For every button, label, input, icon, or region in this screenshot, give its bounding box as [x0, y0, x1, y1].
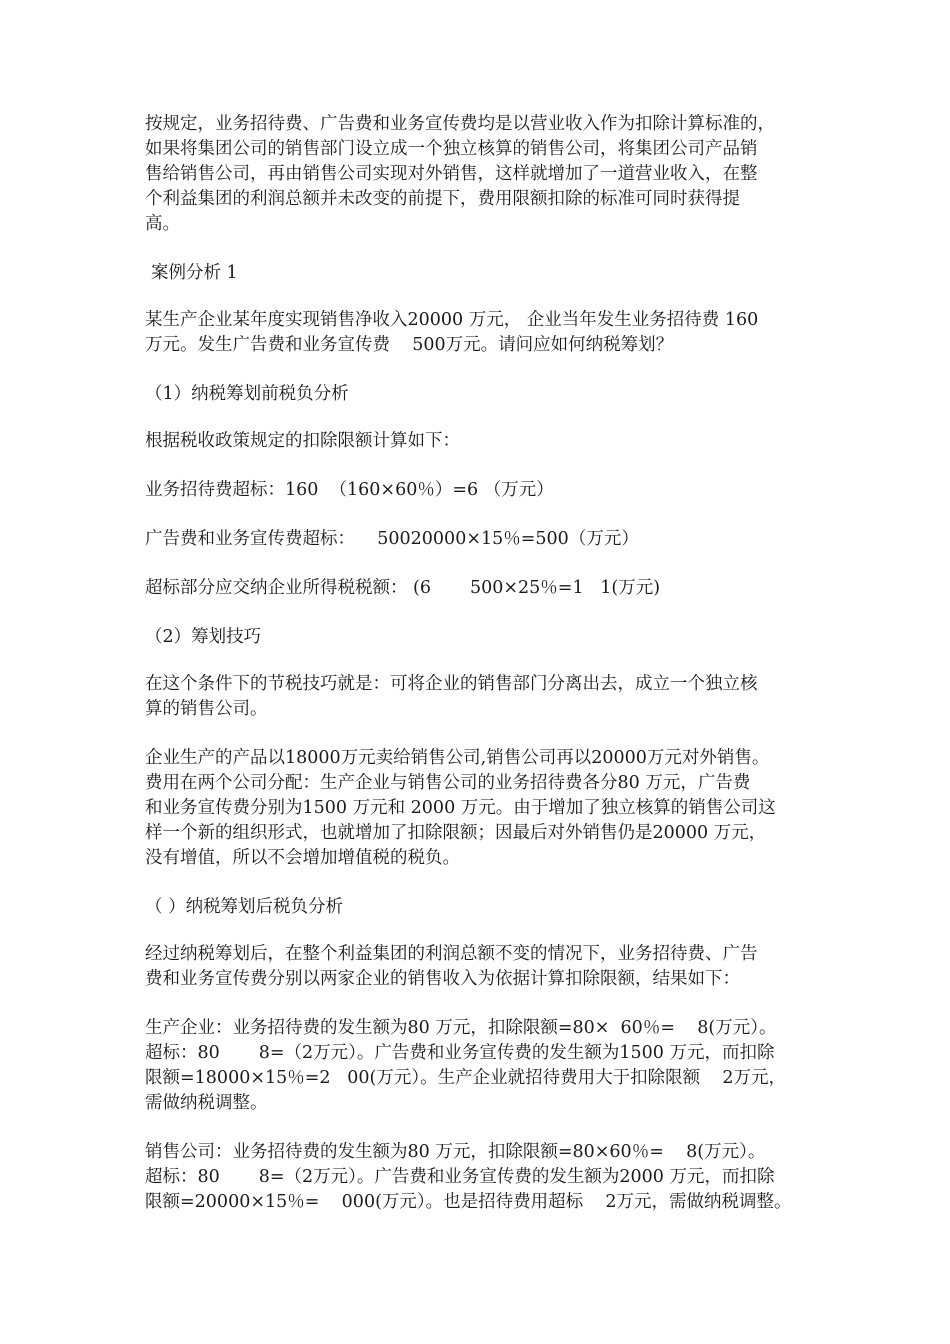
case-description: [145, 308, 810, 358]
text-line: 某生产企业某年度实现销售净收入20000 万元， 企业当年发生业务招待费 160: [145, 310, 759, 330]
text-line: 销售公司：业务招待费的发生额为80 万元，扣除限额=80×60％= 8(万元）。: [145, 1142, 766, 1162]
text-line: 按规定，业务招待费、广告费和业务宣传费均是以营业收入作为扣除计算标准的，: [145, 114, 775, 134]
case-title: [145, 261, 810, 286]
text-line: 案例分析 1: [151, 263, 238, 283]
plan-paragraph: [145, 746, 810, 871]
text-line: 售给销售公司，再由销售公司实现对外销售，这样就增加了一道营业收入，在整: [145, 164, 758, 184]
calculation-advertising: [145, 527, 810, 552]
text-line: 生产企业：业务招待费的发生额为80 万元，扣除限额=80× 60％= 8(万元）。: [145, 1018, 777, 1038]
intro-paragraph: [145, 112, 810, 237]
calculation-entertainment: [145, 478, 810, 503]
after-planning-paragraph: [145, 942, 810, 992]
text-line: （2）筹划技巧: [145, 627, 262, 647]
text-line: 如果将集团公司的销售部门设立成一个独立核算的销售公司，将集团公司产品销: [145, 139, 758, 159]
document-page: [145, 112, 810, 1239]
text-line: 企业生产的产品以18000万元卖给销售公司,销售公司再以20000万元对外销售。: [145, 748, 770, 768]
text-line: 万元。发生广告费和业务宣传费 500万元。请问应如何纳税筹划？: [145, 335, 674, 355]
calculation-tax: [145, 576, 810, 601]
text-line: 超标：80 8=（2万元）。广告费和业务宣传费的发生额为1500 万元，而扣除: [145, 1043, 775, 1063]
text-line: 样一个新的组织形式，也就增加了扣除限额；因最后对外销售仍是20000 万元，: [145, 823, 767, 843]
tip-paragraph: [145, 672, 810, 722]
section-heading-2: [145, 625, 810, 650]
text-line: 没有增值，所以不会增加增值税的税负。: [145, 848, 460, 868]
text-line: 经过纳税筹划后，在整个利益集团的利润总额不变的情况下，业务招待费、广告: [145, 944, 758, 964]
text-line: 费用在两个公司分配：生产企业与销售公司的业务招待费各分80 万元，广告费: [145, 773, 751, 793]
text-line: 算的销售公司。: [145, 699, 268, 719]
text-line: 需做纳税调整。: [145, 1093, 268, 1113]
text-line: （ ）纳税筹划后税负分析: [145, 897, 344, 917]
text-line: 广告费和业务宣传费超标： 50020000×15％=500（万元）: [145, 529, 639, 549]
producer-paragraph: [145, 1016, 810, 1116]
text-line: 根据税收政策规定的扣除限额计算如下：: [145, 431, 460, 451]
text-line: （1）纳税筹划前税负分析: [145, 384, 349, 404]
text-line: 超标部分应交纳企业所得税税额： (6 500×25％=1 1(万元): [145, 578, 661, 598]
section-heading-1: [145, 382, 810, 407]
text-line: 费和业务宣传费分别以两家企业的销售收入为依据计算扣除限额，结果如下：: [145, 969, 740, 989]
seller-paragraph: [145, 1140, 810, 1215]
text-line: 和业务宣传费分别为1500 万元和 2000 万元。由于增加了独立核算的销售公司这: [145, 798, 776, 818]
text-line: 高。: [145, 214, 180, 234]
text-line: 个利益集团的利润总额并未改变的前提下，费用限额扣除的标准可同时获得提: [145, 189, 740, 209]
text-line: 在这个条件下的节税技巧就是：可将企业的销售部门分离出去，成立一个独立核: [145, 674, 758, 694]
policy-rule: [145, 429, 810, 454]
text-line: 限额=20000×15％= 000(万元）。也是招待费用超标 2万元，需做纳税调整。: [145, 1192, 792, 1212]
text-line: 超标：80 8=（2万元）。广告费和业务宣传费的发生额为2000 万元，而扣除: [145, 1167, 775, 1187]
text-line: 限额=18000×15％=2 00(万元）。生产企业就招待费用大于扣除限额 2万元，: [145, 1068, 786, 1088]
section-heading-3: [145, 895, 810, 920]
text-line: 业务招待费超标：160 （160×60％）=6 （万元）: [145, 480, 554, 500]
